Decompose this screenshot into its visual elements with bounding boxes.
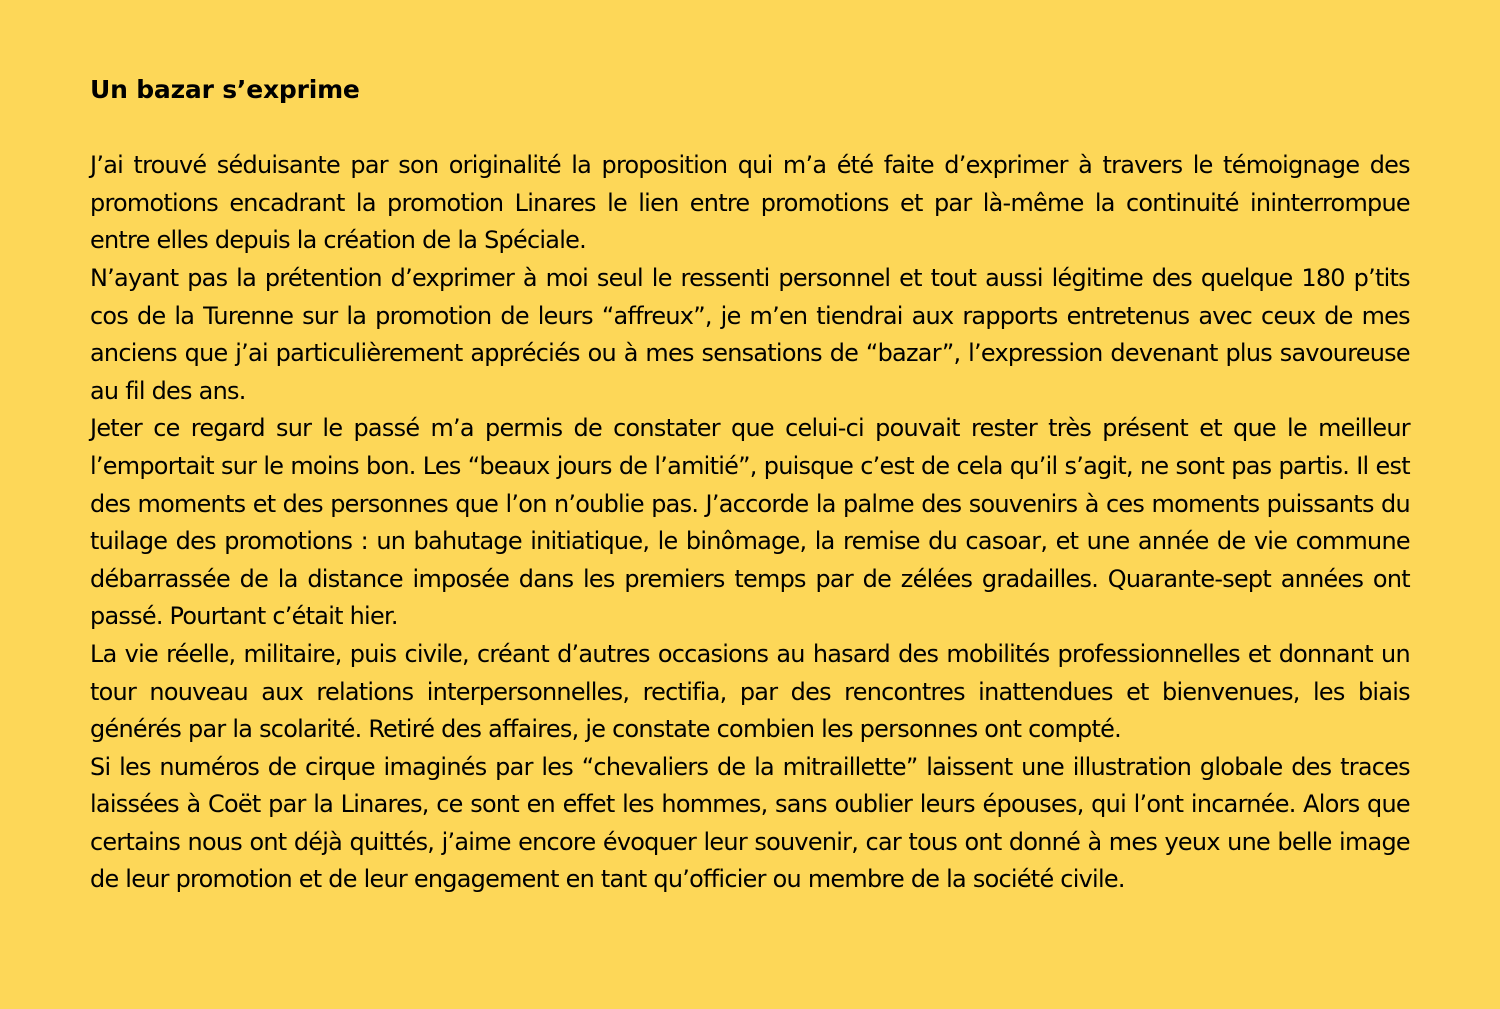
paragraph-3: Jeter ce regard sur le passé m’a permis de constater que celui-ci pouvait rester très présent et que le meilleur l’emportait sur le moins bon. Les “beaux jours de l’amitié”, puisque c’est de cela qu’il s’agit, ne sont pas partis. Il est des moments et des personnes que l’on n’oublie pas. J’accorde la palme des souvenirs à ces moments puissants du tuilage des promotions : un bahutage initiatique, le binômage, la remise du casoar, et une année de vie commune débarrassée de la distance imposée dans les premiers temps par de zélées gradailles. Quarante-sept années ont passé. Pourtant c’était hier. bbox=[90, 413, 1410, 631]
paragraph-2: N’ayant pas la prétention d’exprimer à moi seul le ressenti personnel et tout aussi légitime des quelque 180 p’tits cos de la Turenne sur la promotion de leurs “affreux”, je m’en tiendrai aux rapports entretenus avec ceux de mes anciens que j’ai particulièrement appréciés ou à mes sensations de “bazar”, l’expression devenant plus savoureuse au fil des ans. bbox=[90, 262, 1410, 405]
title-spacer bbox=[90, 109, 1410, 147]
paragraph-1: J’ai trouvé séduisante par son originalité la proposition qui m’a été faite d’exprimer à travers le témoignage des promotions encadrant la promotion Linares le lien entre promotions et par là-même la continuité ininterrompue entre elles depuis la création de la Spéciale. bbox=[90, 150, 1410, 255]
paragraph-4: La vie réelle, militaire, puis civile, créant d’autres occasions au hasard des mobilités professionnelles et donnant un tour nouveau aux relations interpersonnelles, rectifia, par des rencontres inattendues et bienvenues, les biais générés par la scolarité. Retiré des affaires, je constate combien les personnes ont compté. bbox=[90, 638, 1410, 744]
paragraph-5: Si les numéros de cirque imaginés par les “chevaliers de la mitraillette” laissent une illustration globale des traces laissées à Coët par la Linares, ce sont en effet les hommes, sans oublier leurs épouses, qui l’ont incarnée. Alors que certains nous ont déjà quittés, j’aime encore évoquer leur souvenir, car tous ont donné à mes yeux une belle image de leur promotion et de leur engagement en tant qu’officier ou membre de la société civile. bbox=[90, 751, 1410, 894]
document-page bbox=[90, 71, 1410, 898]
document-title: Un bazar s’exprime bbox=[90, 75, 360, 104]
